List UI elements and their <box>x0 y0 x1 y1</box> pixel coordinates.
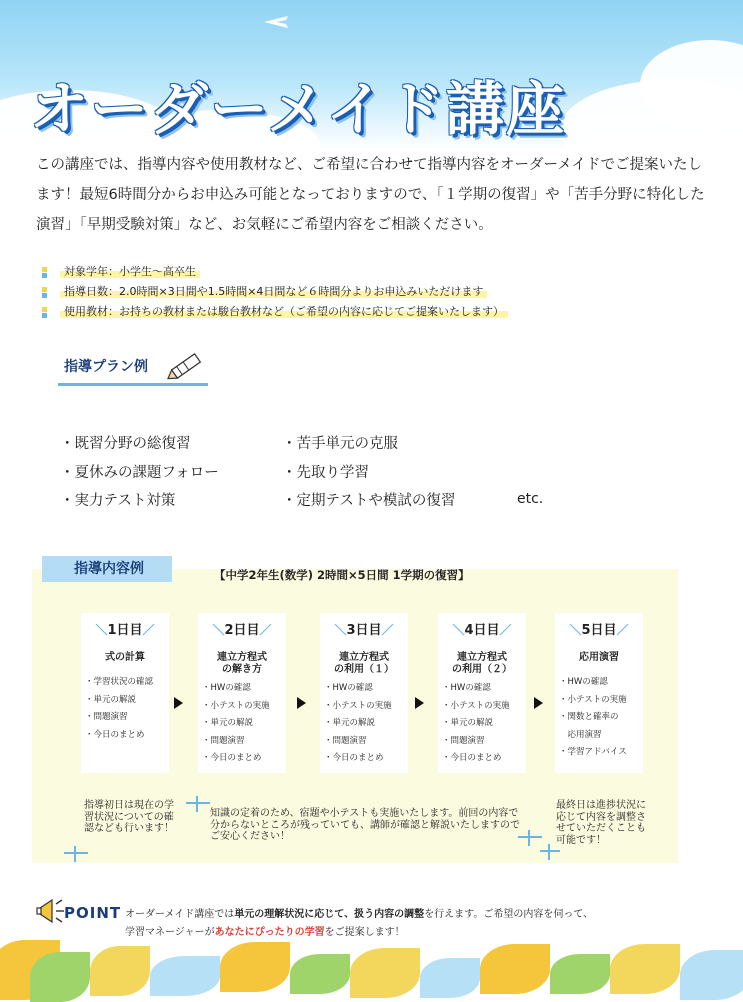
point-text-highlight: あなたにぴったりの学習 <box>214 927 325 938</box>
day-item: ・問題演習 <box>324 735 367 746</box>
megaphone-icon <box>36 896 66 926</box>
example-heading <box>42 556 172 582</box>
example-title: 【中学2年生(数学) 2時間×5日間 1学期の復習】 <box>214 568 470 582</box>
tag-text: 使用教材：お持ちの教材または駿台教材など（ご希望の内容に応じてご提案いたします） <box>60 305 508 318</box>
day-card-4 <box>438 613 526 773</box>
day-label-text: 1日目 <box>107 623 143 638</box>
plan-heading <box>54 352 158 380</box>
leaf-decoration <box>290 954 350 994</box>
day-item: ・学習アドバイス <box>559 747 627 757</box>
note-first-day: 指導初日は現在の学習状況についての確認なども行います！ <box>84 800 174 834</box>
plan-item: ・定期テストや模試の復習 <box>282 493 456 509</box>
day-label: ＼5日目／ <box>569 623 629 638</box>
day-item: ・今日のまとめ <box>202 753 262 763</box>
leaf-decoration <box>480 944 550 994</box>
day-item: ・HWの確認 <box>442 683 491 693</box>
tag-list <box>42 262 508 322</box>
arrow-right-icon <box>297 697 306 709</box>
day-item: ・今日のまとめ <box>85 729 145 740</box>
day-item: ・小テストの実施 <box>442 700 510 711</box>
plan-item: ・苦手単元の克服 <box>282 436 398 452</box>
day-item: ・問題演習 <box>442 735 485 746</box>
day-topic: 連立方程式 の利用（２） <box>452 652 512 675</box>
tag-text: 指導日数：2.0時間×3日間や1.5時間×4日間など６時間分よりお申込みいただけます <box>60 285 487 298</box>
deco-line <box>196 796 198 812</box>
day-label-text: 4日目 <box>464 623 500 638</box>
day-topic: 連立方程式 の利用（１） <box>334 652 394 675</box>
day-topic: 応用演習 <box>579 652 619 663</box>
leaf-decoration <box>30 952 90 1002</box>
day-item: ・学習状況の確認 <box>85 677 154 687</box>
day-item: ・単元の解説 <box>324 718 376 728</box>
leaf-decoration <box>90 946 150 996</box>
plan-item: ・既習分野の総復習 <box>60 436 191 452</box>
day-items <box>320 680 408 768</box>
day-label-text: 3日目 <box>346 623 382 638</box>
day-item: ・関数と確率の <box>559 712 619 722</box>
intro-text: この講座では、指導内容や使用教材など、ご希望に合わせて指導内容をオーダーメイドでご提案いたします！最短6時間分からお申込み可能となっておりますので、「１学期の復習」や「苦手分野に特化した演習」「早期受験対策」など、お気軽にご希望内容をご相談ください。 <box>36 157 705 233</box>
day-item: ・単元の解説 <box>202 718 254 728</box>
arrow-right-icon <box>415 697 424 709</box>
note-middle-days: 知識の定着のため、宿題や小テストも実施いたします。前回の内容で分からないところが残っていても、講師が確認と解説いたしますのでご安心ください！ <box>210 808 520 842</box>
day-item: ・小テストの実施 <box>559 694 627 705</box>
plan-list-left <box>60 430 219 516</box>
note-last-day: 最終日は進捗状況に応じて内容を調整させていただくことも可能です！ <box>556 800 646 846</box>
point-text-part: 学習マネージャーが <box>125 927 215 938</box>
point-text-emphasis: 単元の理解状況に応じて、扱う内容の調整 <box>234 909 425 920</box>
day-label-text: 5日目 <box>581 623 617 638</box>
day-item: ・単元の解説 <box>442 718 494 728</box>
leaf-decoration <box>550 954 610 994</box>
leaf-decoration <box>150 956 220 996</box>
deco-line <box>528 830 530 846</box>
day-label: ＼3日目／ <box>334 623 394 638</box>
day-label: ＼2日目／ <box>212 623 272 638</box>
day-item: ・HWの確認 <box>559 677 608 687</box>
day-card-1 <box>81 613 169 773</box>
tag-materials <box>42 302 508 322</box>
day-card-3 <box>320 613 408 773</box>
day-items <box>555 674 643 762</box>
arrow-right-icon <box>174 697 183 709</box>
leaf-decoration <box>350 948 420 998</box>
example-heading-text: 指導内容例 <box>74 561 144 577</box>
leaf-decoration <box>680 950 743 1000</box>
page-title: オーダーメイド講座 <box>30 75 566 143</box>
deco-line <box>74 846 76 862</box>
day-item: ・HWの確認 <box>202 683 251 693</box>
day-items <box>438 680 526 768</box>
day-item: ・小テストの実施 <box>324 700 392 711</box>
deco-line <box>186 802 210 804</box>
leaf-decoration <box>220 942 290 992</box>
day-label: ＼1日目／ <box>95 623 155 638</box>
plan-item: ・先取り学習 <box>282 464 369 481</box>
point-label: POINT <box>64 904 122 922</box>
day-card-5 <box>555 613 643 773</box>
plan-item: ・夏休みの課題フォロー <box>60 464 219 481</box>
deco-line <box>518 836 542 838</box>
point-text-part: オーダーメイド講座では <box>125 909 235 920</box>
airplane-icon <box>262 12 290 32</box>
deco-line <box>64 852 88 854</box>
day-item: ・問題演習 <box>85 712 128 722</box>
day-label-text: 2日目 <box>224 623 260 638</box>
day-topic: 連立方程式 の解き方 <box>217 652 267 675</box>
leaf-decoration <box>610 944 680 994</box>
day-item: ・HWの確認 <box>324 683 373 693</box>
day-item: ・今日のまとめ <box>324 753 384 763</box>
pencil-icon <box>162 346 210 386</box>
tag-days <box>42 282 508 302</box>
day-items <box>198 680 286 768</box>
deco-line <box>548 844 550 860</box>
day-item: ・小テストの実施 <box>202 700 270 711</box>
day-item: ・今日のまとめ <box>442 753 502 763</box>
day-label: ＼4日目／ <box>452 623 512 638</box>
day-item: ・単元の解説 <box>85 694 137 705</box>
point-text-part: を行えます。ご希望の内容を伺って、 <box>424 909 594 920</box>
deco-line <box>540 850 560 852</box>
point-text-part: をご提案します！ <box>324 927 405 938</box>
tag-text: 対象学年：小学生～高卒生 <box>60 265 200 278</box>
leaf-decoration <box>420 958 480 998</box>
day-card-2 <box>198 613 286 773</box>
day-item: ・問題演習 <box>202 735 245 746</box>
plan-item: ・実力テスト対策 <box>60 493 176 509</box>
day-item: 応用演習 <box>559 729 602 740</box>
tag-target-grade <box>42 262 508 282</box>
point-text <box>125 906 685 942</box>
day-items <box>81 674 169 744</box>
plan-etc: etc. <box>517 491 544 507</box>
plan-heading-text: 指導プラン例 <box>64 359 148 375</box>
day-topic: 式の計算 <box>105 652 145 663</box>
arrow-right-icon <box>534 697 543 709</box>
plan-list-right <box>282 430 455 516</box>
